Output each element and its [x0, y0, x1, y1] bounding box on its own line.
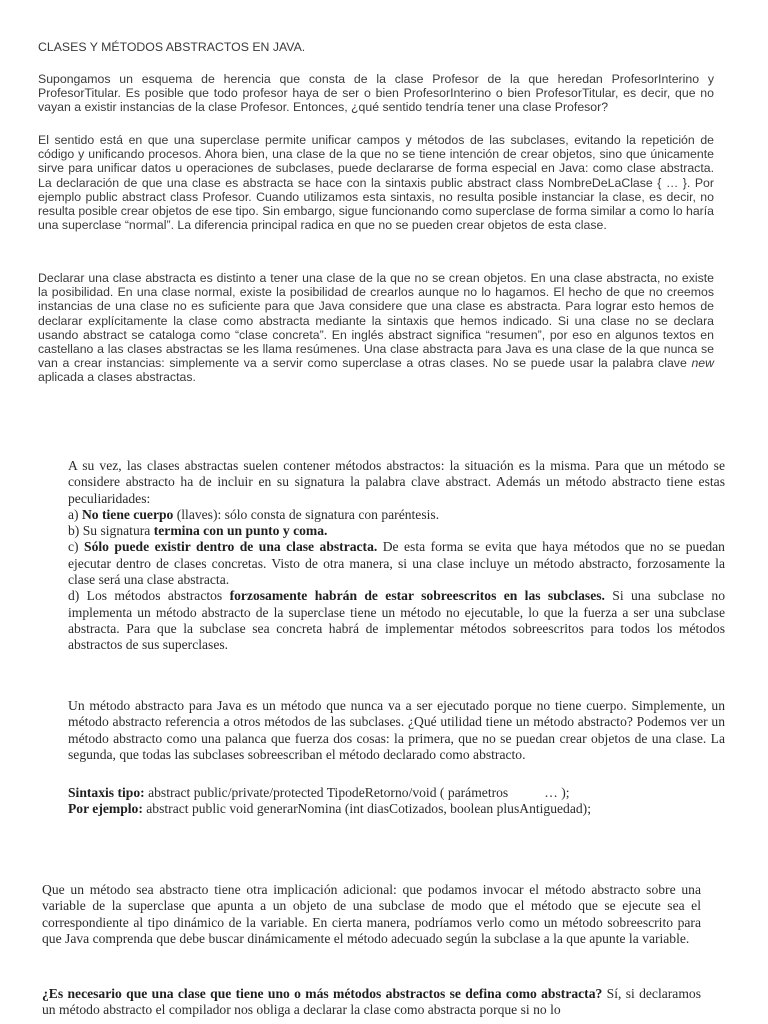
peculiaridad-c-prefix: c) — [68, 539, 85, 555]
keyword-new: new — [691, 356, 714, 371]
peculiaridad-c-rest: De esta forma se evita que haya métodos que no se puedan ejecutar dentro de clases concretas. Visto de otra manera, si una clase incluye un método abstracto, forzosamente la clase será una clase abstracta. — [68, 539, 725, 588]
peculiaridad-a-rest: (llaves): sólo consta de signatura con paréntesis. — [173, 506, 440, 522]
paragraph-clase-abstracta-end: aplicada a clases abstractas. — [38, 370, 196, 385]
sintaxis-text: abstract public/private/protected TipodeRetorno/void ( parámetros — [144, 785, 509, 800]
ejemplo-text: abstract public void generarNomina (int diasCotizados, boolean plusAntiguedad); — [142, 801, 591, 817]
sintaxis-line — [68, 785, 725, 801]
sintaxis-label: Sintaxis tipo: — [68, 785, 145, 800]
sintaxis-end: ); — [557, 785, 570, 800]
peculiaridad-b — [68, 523, 725, 539]
pregunta-paragraph — [42, 986, 701, 1019]
implicacion-block — [42, 882, 701, 947]
pregunta-block — [42, 986, 701, 1019]
peculiaridad-b-bold: termina con un punto y coma. — [153, 523, 328, 539]
peculiaridad-a — [68, 507, 725, 523]
peculiaridad-a-bold: No tiene cuerpo — [81, 506, 174, 522]
paragraph-clase-abstracta — [38, 271, 714, 385]
peculiaridad-c — [68, 539, 725, 588]
metodos-abstractos-intro: A su vez, las clases abstractas suelen contener métodos abstractos: la situación es la misma. Para que un método se considere abstracto ha de incluir en su signatura la palabra clave abstract. Además un método abstracto tiene estas peculiaridades: — [68, 458, 725, 506]
utilidad-paragraph: Un método abstracto para Java es un método que nunca va a ser ejecutado porque no tiene cuerpo. Simplemente, un método abstracto referencia a otros métodos de las subclases. ¿Qué utilidad tiene un método abstracto? Podemos ver un método abstracto como una palanca que fuerza dos cosas: la primera, que no se puedan crear objetos de una clase. La segunda, que todas las subclases sobreescriban el método declarado como abstracto. — [68, 698, 725, 762]
paragraph-superclase: El sentido está en que una superclase permite unificar campos y métodos de las subclases, evitando la repetición de código y unificando procesos. Ahora bien, una clase de la que no se tiene intención de crear objetos, sino que únicamente sirve para unificar datos u operaciones de subclases, puede declararse de forma especial en Java: como clase abstracta. La declaración de que una clase es abstracta se hace con la sintaxis public abstract class NombreDeLaClase { … }. Por ejemplo public abstract class Profesor. Cuando utilizamos esta sintaxis, no resulta posible instanciar la clase, es decir, no resulta posible crear objetos de ese tipo. Sin embargo, sigue funcionando como superclase de forma similar a como lo haría una superclase “normal”. La diferencia principal radica en que no se pueden crear objetos de esta clase. — [38, 133, 715, 233]
ejemplo-label: Por ejemplo: — [68, 801, 143, 817]
paragraph-clase-abstracta-text: Declarar una clase abstracta es distinto a tener una clase de la que no se crean objetos. En una clase abstracta, no existe la posibilidad. En una clase normal, existe la posibilidad de crearlos aunque no lo hagamos. El hecho de que no creemos instancias de una clase no es suficiente para que Java considere que una clase es abstracta. Para lograr esto hemos de declarar explícitamente la clase como abstracta mediante la sintaxis que hemos indicado. Si una clase no se declara usando abstract se cataloga como “clase concreta”. En inglés abstract significa “resumen”, por eso en algunos textos en castellano a las clases abstractas se les llama resúmenes. Una clase abstracta para Java es una clase de la que nunca se van a crear instancias: simplemente va a servir como superclase a otras clases. No se puede usar la palabra clave — [38, 271, 714, 371]
pregunta-rest: Sí, si declaramos un método abstracto el compilador nos obliga a declarar la clase como abstracta porque si no lo — [42, 986, 701, 1018]
sintaxis-block — [68, 785, 725, 818]
peculiaridad-b-prefix: b) Su signatura — [68, 523, 154, 539]
page-title: CLASES Y MÉTODOS ABSTRACTOS EN JAVA. — [38, 40, 306, 54]
pregunta-bold: ¿Es necesario que una clase que tiene uno o más métodos abstractos se defina como abstracta? — [42, 986, 603, 1001]
peculiaridad-d-prefix: d) Los métodos abstractos — [68, 588, 230, 604]
metodos-abstractos-block — [68, 458, 725, 654]
implicacion-paragraph: Que un método sea abstracto tiene otra implicación adicional: que podamos invocar el método abstracto sobre una variable de la superclase que apunta a un objeto de una subclase de modo que el método que se ejecute sea el correspondiente al tipo dinámico de la variable. En cierta manera, podríamos verlo como un método sobreescrito para que Java comprenda que debe buscar dinámicamente el método adecuado según la subclase a la que apunte la variable. — [42, 882, 701, 946]
peculiaridad-d-rest: Si una subclase no implementa un método abstracto de la superclase tiene un método no ejecutable, lo que la fuerza a ser una subclase abstracta. Para que la subclase sea concreta habrá de implementar métodos sobreescritos para todos los métodos abstractos de sus superclases. — [68, 588, 725, 653]
peculiaridad-a-prefix: a) — [68, 506, 82, 522]
paragraph-intro: Supongamos un esquema de herencia que consta de la clase Profesor de la que heredan ProfesorInterino y ProfesorTitular. Es posible que todo profesor haya de ser o bien ProfesorInterino o bien ProfesorTitular, es decir, que no vayan a existir instancias de la clase Profesor. Entonces, ¿qué sentido tendría tener una clase Profesor? — [38, 72, 714, 115]
sintaxis-ellipsis: … — [544, 785, 558, 800]
peculiaridad-d — [68, 588, 725, 653]
peculiaridad-c-bold: Sólo puede existir dentro de una clase abstracta. — [84, 539, 378, 555]
peculiaridad-d-bold: forzosamente habrán de estar sobreescritos en las subclases. — [229, 588, 605, 604]
utilidad-block — [68, 698, 725, 763]
ejemplo-line — [68, 801, 725, 817]
